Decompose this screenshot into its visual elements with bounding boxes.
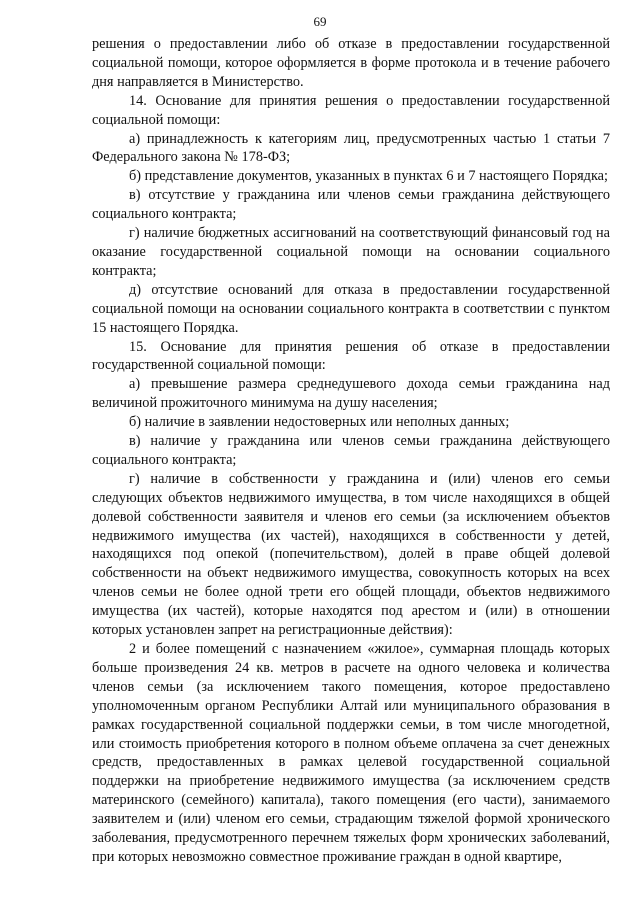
paragraph-15-b: б) наличие в заявлении недостоверных или неполных данных; (129, 414, 510, 431)
paragraph-14-a: а) принадлежность к категориям лиц, предусмотренных частью 1 статьи 7 Федерального закона № 178-ФЗ; (92, 130, 610, 166)
paragraph-14-v: в) отсутствие у гражданина или членов семьи гражданина действующего социального контракта; (92, 187, 610, 223)
paragraph-15-g: г) наличие в собственности у гражданина и (или) членов его семьи следующих объектов недвижимого имущества, в том числе находящихся в общей долевой собственности заявителя и членов его семьи (за исключением объектов недвижимого имущества (их частей), находящихся в собственности у детей, находящихся под опекой (попечительством), долей в праве общей долевой собственности на объект недвижимого имущества, совокупность которых на всех членов семьи не более одной трети его общей площади, объектов недвижимого имущества (их частей), которые находятся под арестом и (или) в отношении которых установлен запрет на регистрационные действия): (92, 470, 610, 639)
paragraph-15-v: в) наличие у гражданина или членов семьи гражданина действующего социального контракта; (92, 433, 610, 468)
paragraph-continuation: решения о предоставлении либо об отказе в предоставлении государственной социальной помощи, которое оформляется в форме протокола и в течение рабочего дня направляется в Министерство. (92, 36, 610, 90)
paragraph-14-g: г) наличие бюджетных ассигнований на соответствующий финансовый год на оказание государственной социальной помощи на основании социального контракта; (92, 225, 610, 279)
paragraph-section-15-heading: 15. Основание для принятия решения об отказе в предоставлении государственной социальной помощи: (92, 338, 610, 374)
paragraph-15-a: а) превышение размера среднедушевого дохода семьи гражданина над величиной прожиточного минимума на душу населения; (92, 376, 610, 412)
paragraph-section-14-heading: 14. Основание для принятия решения о предоставлении государственной социальной помощи: (92, 92, 610, 128)
paragraph-14-d: д) отсутствие оснований для отказа в предоставлении государственной социальной помощи на основании социального контракта в соответствии с пунктом 15 настоящего Порядка. (92, 281, 610, 336)
paragraph-14-b: б) представление документов, указанных в пунктах 6 и 7 настоящего Порядка; (129, 168, 608, 185)
document-body (92, 35, 610, 867)
paragraph-15-g-item-1: 2 и более помещений с назначением «жилое», суммарная площадь которых больше произведения 24 кв. метров в расчете на одного человека и количества членов семьи (за исключением такого помещения, которое предоставлено уполномоченным органом Республики Алтай или муниципального образования в рамках государственной социальной поддержки семьи, в том числе многодетной, или стоимость приобретения которого в полном объеме оплачена за счет денежных средств, предоставленных в рамках целевой государственной социальной поддержки на приобретение недвижимого имущества (за исключением средств материнского (семейного) капитала), такого помещения (его части), занимаемого заявителем и (или) членом его семьи, страдающим тяжелой формой хронического заболевания, предусмотренного перечнем тяжелых форм хронических заболеваний, при которых невозможно совместное проживание граждан в одной квартире, (92, 641, 610, 865)
page-number: 69 (313, 14, 327, 29)
